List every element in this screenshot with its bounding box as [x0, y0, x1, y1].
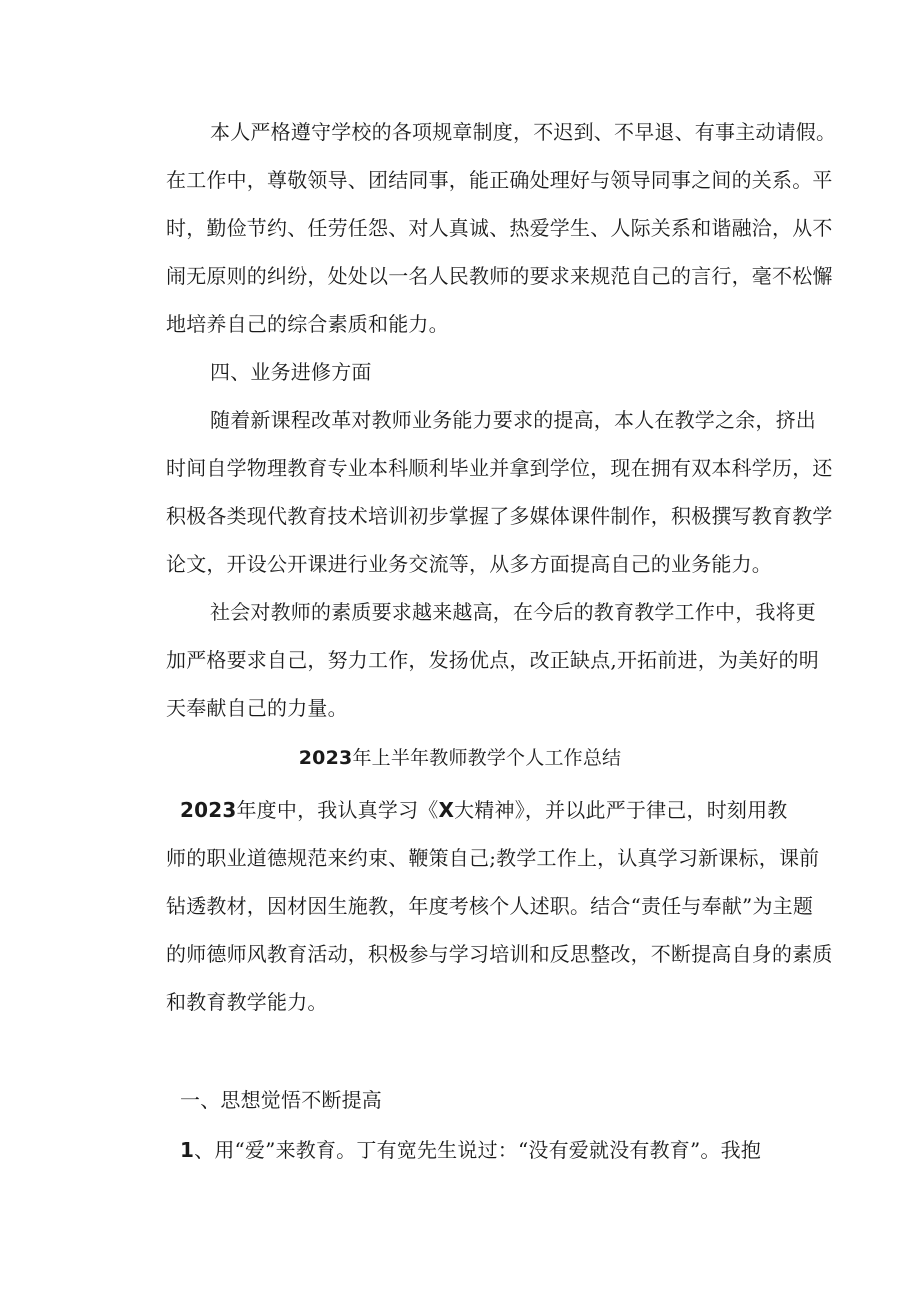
summary-text-a: 年度中，我认真学习《 — [236, 798, 439, 822]
paragraph-line: 师的职业道德规范来约束、鞭策自己;教学工作上，认真学习新课标，课前 — [166, 846, 820, 870]
summary-x-mark: X — [438, 798, 455, 822]
paragraph-line: 天奉献自己的力量。 — [166, 696, 348, 720]
paragraph-line: 论文，开设公开课进行业务交流等，从多方面提高自己的业务能力。 — [166, 552, 772, 576]
summary-first-line — [180, 795, 800, 825]
paragraph-line: 的师德师风教育活动，积极参与学习培训和反思整改，不断提高自身的素质 — [166, 942, 833, 966]
section-heading: 一、思想觉悟不断提高 — [180, 1088, 382, 1112]
paragraph-line: 时，勤俭节约、任劳任怨、对人真诚、热爱学生、人际关系和谐融洽，从不 — [166, 216, 833, 240]
paragraph-line: 加严格要求自己，努力工作，发扬优点，改正缺点,开拓前进，为美好的明 — [166, 648, 819, 672]
summary-year: 2023 — [180, 798, 237, 822]
paragraph-line: 积极各类现代教育技术培训初步掌握了多媒体课件制作，积极撰写教育教学 — [166, 504, 833, 528]
paragraph-line: 随着新课程改革对教师业务能力要求的提高，本人在教学之余，挤出 — [210, 408, 816, 432]
paragraph-line: 和教育教学能力。 — [166, 990, 328, 1014]
paragraph-line: 闹无原则的纠纷，处处以一名人民教师的要求来规范自己的言行，毫不松懈 — [166, 264, 833, 288]
title-text: 年上半年教师教学个人工作总结 — [352, 747, 622, 769]
paragraph-line: 本人严格遵守学校的各项规章制度，不迟到、不早退、有事主动请假。 — [210, 120, 837, 144]
paragraph-line: 钻透教材，因材因生施教，年度考核个人述职。结合“责任与奉献”为主题 — [166, 894, 814, 918]
paragraph-line: 社会对教师的素质要求越来越高，在今后的教育教学工作中，我将更 — [210, 600, 816, 624]
section-heading: 四、业务进修方面 — [210, 360, 372, 384]
paragraph-line: 地培养自己的综合素质和能力。 — [166, 312, 449, 336]
paragraph-line: 在工作中，尊敬领导、团结同事，能正确处理好与领导同事之间的关系。平 — [166, 168, 833, 192]
summary-text-b: 大精神》，并以此严于律己，时刻用教 — [454, 798, 788, 822]
document-title — [0, 743, 920, 773]
item-text: 、用“爱”来教育。丁有宽先生说过：“没有爱就没有教育”。我抱 — [194, 1138, 762, 1162]
item-number: 1 — [180, 1138, 195, 1162]
paragraph-line: 时间自学物理教育专业本科顺利毕业并拿到学位，现在拥有双本科学历，还 — [166, 456, 833, 480]
list-item-first-line — [180, 1135, 800, 1165]
title-year: 2023 — [298, 747, 353, 769]
